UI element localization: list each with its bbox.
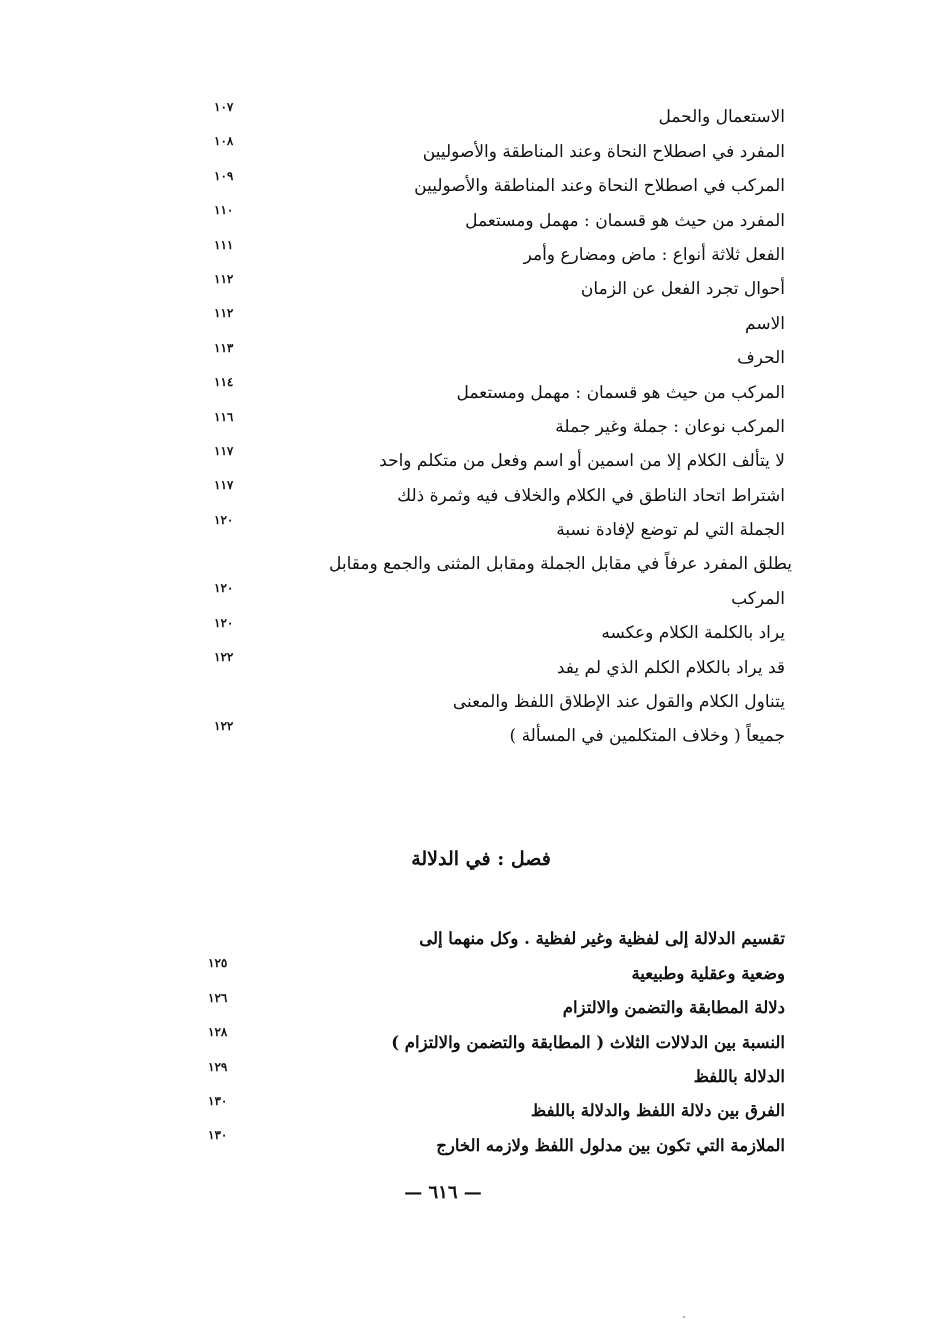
toc-entry-title: قد يراد بالكلام الكلم الذي لم يفد [556, 657, 785, 678]
toc-entry [190, 545, 800, 579]
toc-entry-title: لا يتألف الكلام إلا من اسمين أو اسم وفعل من متكلم واحد [379, 451, 785, 472]
toc-entry-title: الاستعمال والحمل [658, 107, 785, 128]
toc-entry-page: ١٢٨ [208, 1025, 228, 1040]
toc-entry [190, 339, 800, 373]
toc-entry [190, 920, 800, 954]
toc-entry-title: يتناول الكلام والقول عند الإطلاق اللفظ والمعنى [452, 692, 785, 713]
toc-entry [190, 304, 800, 338]
toc-entry-title: المركب [731, 588, 785, 609]
toc-entry [190, 132, 800, 166]
toc-entry-title: أحوال تجرد الفعل عن الزمان [580, 279, 785, 300]
toc-entry-title: وضعية وعقلية وطبيعية [631, 963, 785, 983]
toc-entry-page: ١٢٩ [208, 1059, 228, 1074]
toc-entry-page: ١١٤ [214, 375, 234, 390]
toc-entry [190, 98, 800, 132]
toc-entry [190, 648, 800, 682]
toc-entry [190, 442, 800, 476]
toc-entry-title: يطلق المفرد عرفاً في مقابل الجملة ومقابل المثنى والجمع ومقابل [329, 554, 792, 575]
toc-entry-title: النسبة بين الدلالات الثلاث ( المطابقة والتضمن والالتزام ) [391, 1032, 785, 1052]
toc-entry-page: ١٣٠ [208, 1093, 228, 1108]
toc-entry-title: المركب من حيث هو قسمان : مهمل ومستعمل [456, 382, 785, 403]
toc-entry [190, 954, 800, 988]
toc-entry [190, 579, 800, 613]
page-number-footer [0, 1182, 926, 1203]
toc-entry [190, 717, 800, 751]
toc-entry-page: ١١٣ [214, 340, 234, 355]
toc-entry [190, 236, 800, 270]
toc-entry-page: ١١٧ [214, 443, 234, 458]
toc-entry-title: دلالة المطابقة والتضمن والالتزام [562, 998, 785, 1018]
toc-entry-title: المفرد من حيث هو قسمان : مهمل ومستعمل [465, 210, 785, 231]
toc-entry-page: ١٢٦ [208, 990, 228, 1005]
toc-entry-title: الدلالة باللفظ [693, 1066, 785, 1086]
toc-entry-title: الملازمة التي تكون بين مدلول اللفظ ولازمه الخارج [436, 1135, 785, 1155]
toc-entry-title: المفرد في اصطلاح النحاة وعند المناطقة والأصوليين [422, 141, 785, 162]
toc-entry-page: ١٢٥ [208, 956, 228, 971]
toc-entry-title: اشتراط اتحاد الناطق في الكلام والخلاف فيه وثمرة ذلك [397, 485, 785, 506]
toc-entry-page: ١٠٩ [214, 168, 234, 183]
toc-entry-page: ١٢٢ [214, 719, 234, 734]
toc-entry-title: الاسم [745, 313, 785, 334]
toc-entry-page: ١١٢ [214, 306, 234, 321]
toc-entry [190, 1023, 800, 1057]
toc-entry [190, 989, 800, 1023]
toc-entry-page: ١١١ [214, 237, 234, 252]
page-number: — ٦١٦ — [404, 1182, 482, 1203]
toc-entry-title: تقسيم الدلالة إلى لفظية وغير لفظية . وكل منهما إلى [419, 929, 785, 949]
toc-entry-page: ١١٧ [214, 478, 234, 493]
toc-entry-page: ١٢٠ [214, 512, 234, 527]
toc-entry [190, 408, 800, 442]
toc-entry-title: المركب نوعان : جملة وغير جملة [555, 416, 785, 437]
toc-entry-title: الفعل ثلاثة أنواع : ماض ومضارع وأمر [523, 244, 785, 265]
toc-entry-title: جميعاً ( وخلاف المتكلمين في المسألة ) [509, 726, 785, 747]
toc-entry-page: ١٢٠ [214, 581, 234, 596]
toc-entry [190, 1126, 800, 1160]
toc-entry [190, 1092, 800, 1126]
section-heading-text: فصل : في الدلالة [411, 848, 551, 870]
toc-entry-title: الفرق بين دلالة اللفظ والدلالة باللفظ [530, 1101, 785, 1121]
toc-entry [190, 201, 800, 235]
toc-entry [190, 614, 800, 648]
toc-entry-page: ١١٠ [214, 203, 234, 218]
toc-entry [190, 1058, 800, 1092]
toc-entry [190, 167, 800, 201]
toc-entry-title: الجملة التي لم توضع لإفادة نسبة [556, 520, 785, 541]
toc-entry-page: ١١٦ [214, 409, 234, 424]
toc-entry-page: ١٠٨ [214, 134, 234, 149]
toc-entry [190, 511, 800, 545]
toc-entry-title: يراد بالكلمة الكلام وعكسه [601, 623, 785, 644]
toc-entry [190, 476, 800, 510]
table-of-contents [190, 98, 800, 751]
toc-entry-title: الحرف [737, 348, 785, 369]
toc-entry-page: ١٢٠ [214, 615, 234, 630]
toc-entry-title: المركب في اصطلاح النحاة وعند المناطقة والأصوليين [414, 176, 785, 197]
toc-entry-page: ١٠٧ [214, 100, 234, 114]
toc-entry-page: ١٢٢ [214, 650, 234, 665]
table-of-contents-section [190, 920, 800, 1161]
section-heading [0, 848, 926, 870]
toc-entry [190, 683, 800, 717]
toc-entry [190, 270, 800, 304]
scan-speck [683, 1316, 685, 1318]
toc-entry-page: ١٣٠ [208, 1128, 228, 1143]
toc-entry-page: ١١٢ [214, 271, 234, 286]
toc-entry [190, 373, 800, 407]
